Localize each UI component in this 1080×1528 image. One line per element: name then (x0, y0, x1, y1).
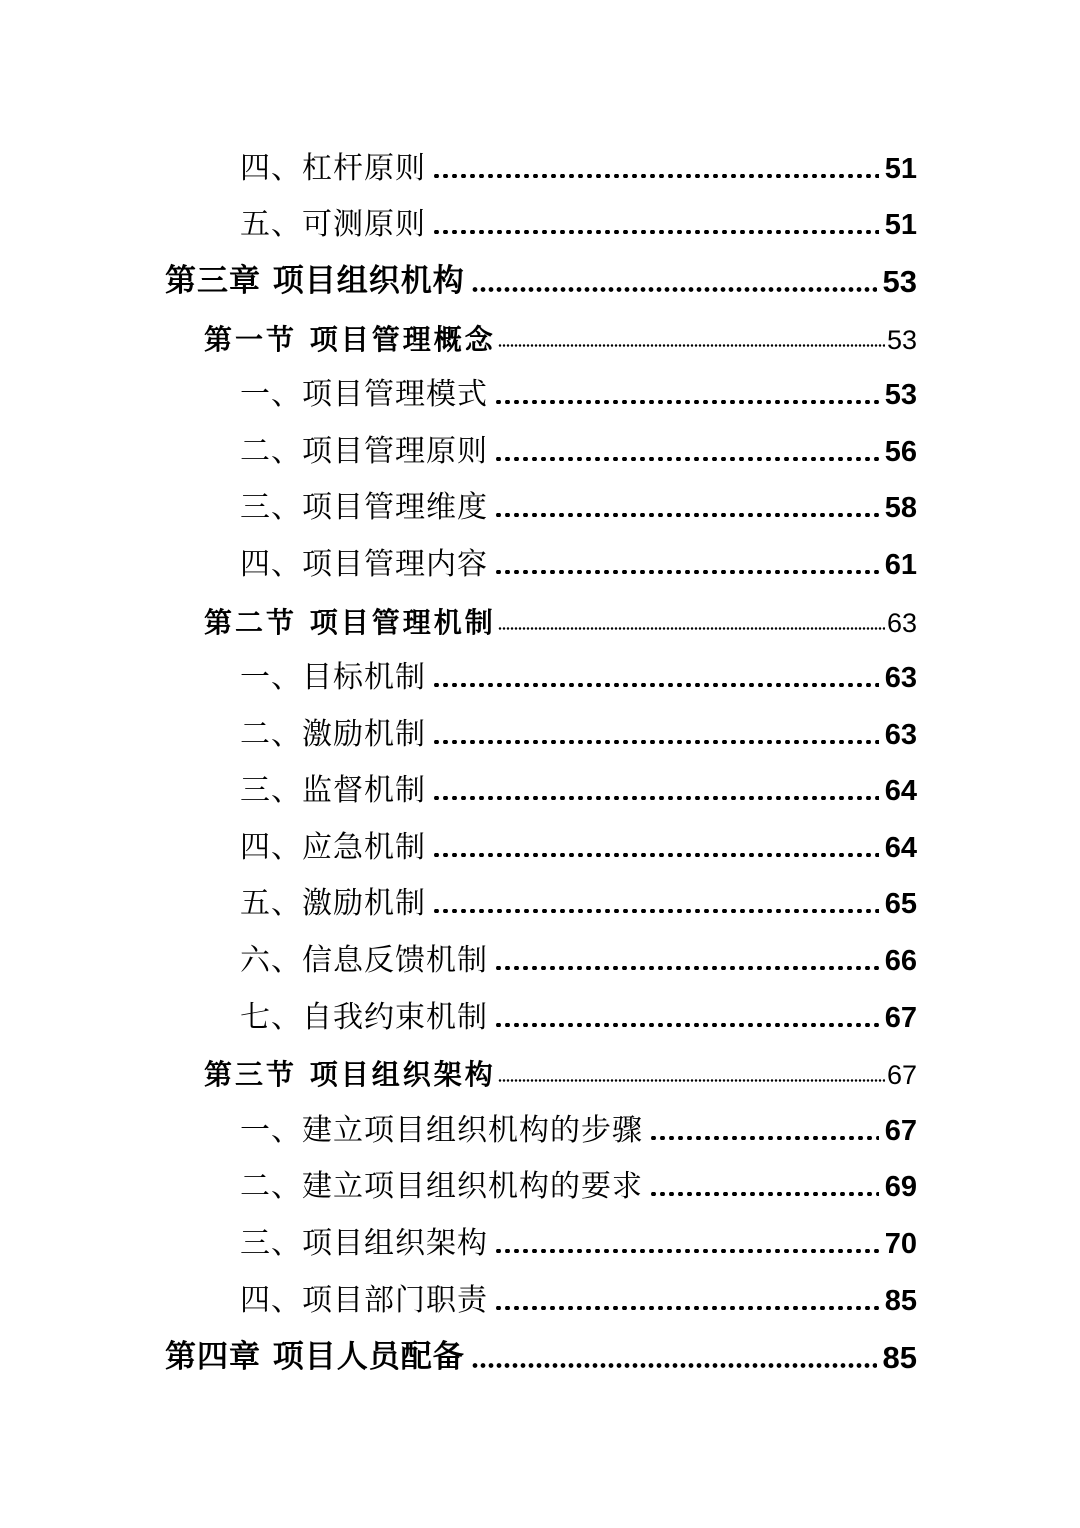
toc-entry[interactable] (240, 192, 917, 240)
toc-entry-page: 67 (886, 1060, 917, 1090)
dot-leader (494, 570, 879, 574)
toc-entry-label: 一、建立项目组织机构的步骤 (240, 1113, 643, 1148)
toc-entry-page: 69 (884, 1171, 917, 1203)
toc-entry-page: 53 (884, 379, 917, 411)
toc-entry[interactable] (240, 475, 917, 523)
dot-leader (432, 909, 879, 913)
toc-entry-label: 一、目标机制 (240, 660, 426, 695)
toc-entry-label: 二、建立项目组织机构的要求 (240, 1169, 643, 1204)
toc-entry-page: 63 (884, 662, 917, 694)
toc-entry-label: 六、信息反馈机制 (240, 943, 488, 978)
toc-entry[interactable] (240, 645, 917, 693)
toc-entry-page: 51 (884, 209, 917, 241)
toc-entry[interactable] (240, 136, 917, 184)
toc-entry[interactable] (240, 362, 917, 410)
toc-chapter-entry[interactable] (165, 249, 917, 297)
toc-entry[interactable] (240, 815, 917, 863)
toc-section-entry[interactable] (204, 1041, 917, 1089)
toc-entry-label: 二、项目管理原则 (240, 434, 488, 469)
toc-entry[interactable] (240, 1268, 917, 1316)
toc-entry-label: 三、监督机制 (240, 773, 426, 808)
toc-entry[interactable] (240, 871, 917, 919)
dot-leader (494, 513, 879, 517)
toc-entry-page: 58 (884, 492, 917, 524)
toc-entry-label: 四、应急机制 (240, 830, 426, 865)
toc-entry-label: 第一节 项目管理概念 (204, 323, 496, 356)
dot-leader (471, 1363, 877, 1368)
toc-entry[interactable] (240, 1098, 917, 1146)
dot-leader (432, 683, 879, 687)
dot-leader (649, 1136, 879, 1140)
dot-leader (649, 1192, 879, 1196)
toc-entry[interactable] (240, 758, 917, 806)
toc-entry-page: 65 (884, 888, 917, 920)
toc-entry-label: 第三章 项目组织机构 (165, 263, 465, 299)
toc-entry-page: 67 (884, 1115, 917, 1147)
toc-entry[interactable] (240, 985, 917, 1033)
toc-entry-page: 64 (884, 832, 917, 864)
toc-entry-page: 61 (884, 549, 917, 581)
toc-entry[interactable] (240, 928, 917, 976)
toc-entry-page: 56 (884, 436, 917, 468)
toc-entry-label: 五、可测原则 (240, 207, 426, 242)
toc-entry[interactable] (240, 419, 917, 467)
dot-leader (494, 400, 879, 404)
toc-entry-page: 53 (886, 325, 917, 355)
toc-entry[interactable] (240, 1154, 917, 1202)
dot-leader (494, 966, 879, 970)
dot-leader (432, 853, 879, 857)
toc-entry-label: 二、激励机制 (240, 717, 426, 752)
toc-entry-label: 四、项目管理内容 (240, 547, 488, 582)
dot-leader (494, 1023, 879, 1027)
toc-entry-page: 67 (884, 1002, 917, 1034)
toc-entry-label: 一、项目管理模式 (240, 377, 488, 412)
toc-entry[interactable] (240, 702, 917, 750)
toc-entry-label: 三、项目组织架构 (240, 1226, 488, 1261)
toc-section-entry[interactable] (204, 306, 917, 354)
toc-entry-page: 66 (884, 945, 917, 977)
toc-entry-label: 四、杠杆原则 (240, 151, 426, 186)
toc-entry-label: 四、项目部门职责 (240, 1283, 488, 1318)
toc-entry-label: 三、项目管理维度 (240, 490, 488, 525)
dot-leader (471, 287, 877, 292)
toc-entry[interactable] (240, 532, 917, 580)
toc-entry-page: 85 (882, 1340, 917, 1375)
toc-chapter-entry[interactable] (165, 1325, 917, 1373)
toc-entry-label: 七、自我约束机制 (240, 1000, 488, 1035)
dot-leader (432, 796, 879, 800)
dot-leader (494, 1306, 879, 1310)
dot-leader (498, 627, 885, 630)
dot-leader (432, 174, 879, 178)
toc-entry-page: 85 (884, 1285, 917, 1317)
toc-entry-label: 第四章 项目人员配备 (165, 1339, 465, 1375)
toc-entry-label: 五、激励机制 (240, 886, 426, 921)
toc-entry-label: 第二节 项目管理机制 (204, 606, 496, 639)
toc-entry-page: 51 (884, 153, 917, 185)
dot-leader (494, 457, 879, 461)
toc-entry-page: 63 (884, 719, 917, 751)
toc-entry[interactable] (240, 1211, 917, 1259)
dot-leader (498, 1079, 885, 1082)
dot-leader (498, 344, 885, 347)
dot-leader (432, 230, 879, 234)
dot-leader (494, 1249, 879, 1253)
toc-entry-page: 70 (884, 1228, 917, 1260)
toc-entry-page: 53 (882, 264, 917, 299)
toc-entry-page: 63 (886, 608, 917, 638)
toc-entry-label: 第三节 项目组织架构 (204, 1058, 496, 1091)
toc-entry-page: 64 (884, 775, 917, 807)
dot-leader (432, 740, 879, 744)
toc-section-entry[interactable] (204, 589, 917, 637)
